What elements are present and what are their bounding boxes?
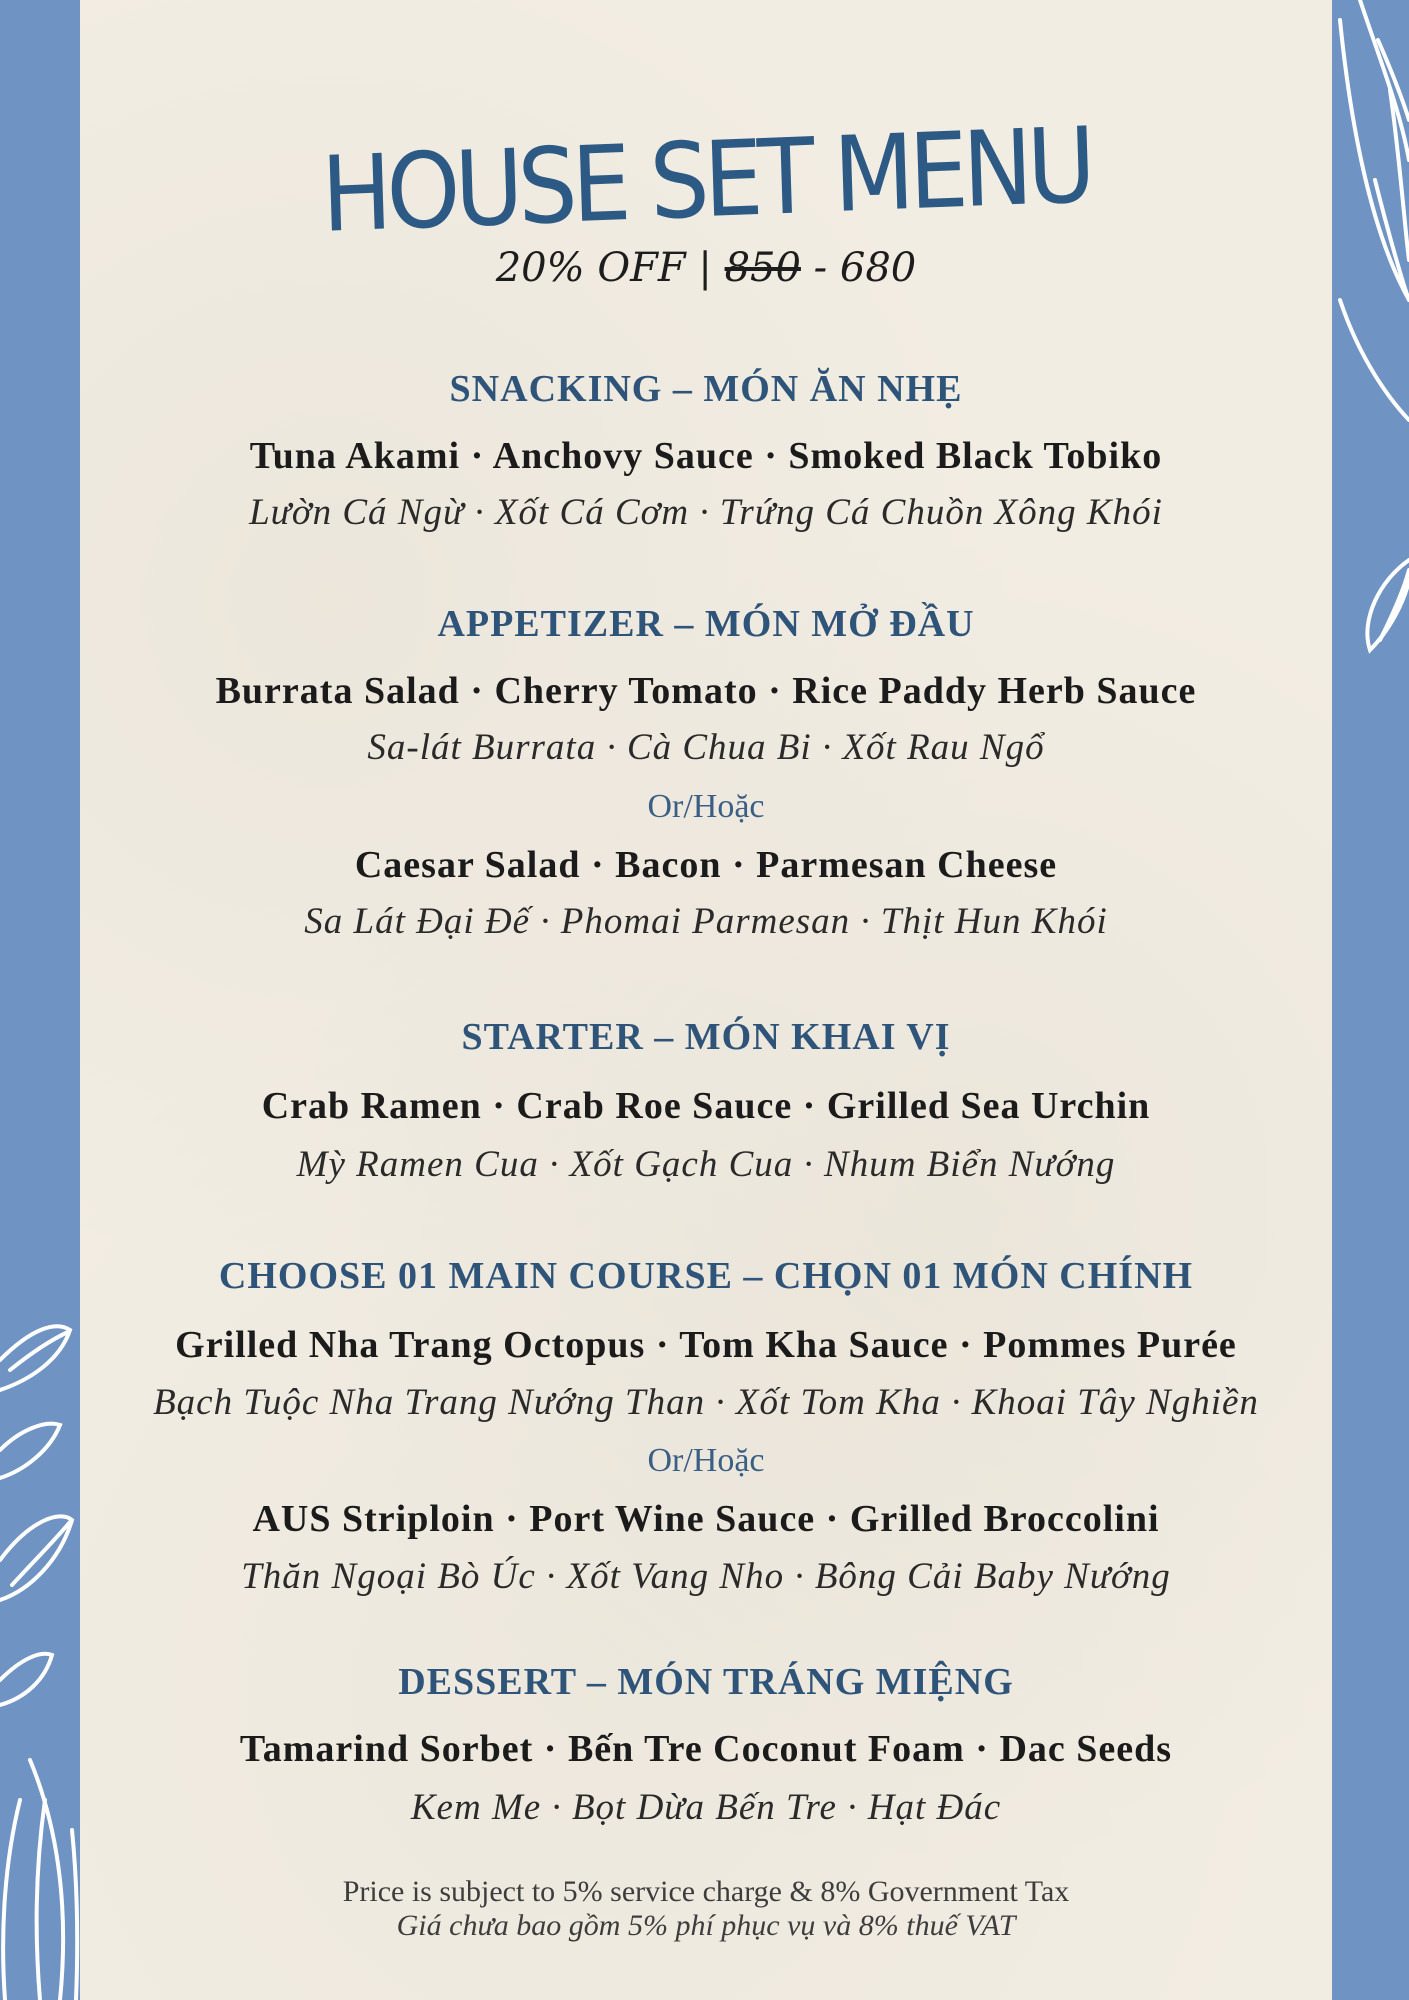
- dish-appetizer-2-vn: Sa Lát Đại Đế · Phomai Parmesan · Thịt Hun Khói: [304, 901, 1108, 942]
- section-heading-main-course: CHOOSE 01 MAIN COURSE – CHỌN 01 MÓN CHÍNH: [218, 1255, 1194, 1297]
- tax-note-en: Price is subject to 5% service charge & 8% Government Tax: [342, 1875, 1070, 1908]
- price-line: [80, 245, 1332, 291]
- tax-note-vn: Giá chưa bao gồm 5% phí phục vụ và 8% thuế VAT: [396, 1909, 1016, 1942]
- original-price: 850: [724, 245, 801, 291]
- section-heading-starter: STARTER – MÓN KHAI VỊ: [461, 1016, 951, 1058]
- dish-snacking-en: Tuna Akami · Anchovy Sauce · Smoked Black Tobiko: [249, 435, 1163, 477]
- dish-starter-en: Crab Ramen · Crab Roe Sauce · Grilled Sea Urchin: [261, 1085, 1151, 1127]
- or-divider-appetizer: Or/Hoặc: [647, 788, 765, 825]
- section-heading-snacking: SNACKING – MÓN ĂN NHẸ: [449, 368, 963, 410]
- dish-main-2-vn: Thăn Ngoại Bò Úc · Xốt Vang Nho · Bông Cải Baby Nướng: [241, 1556, 1171, 1597]
- final-price: 680: [839, 245, 917, 291]
- dish-dessert-en: Tamarind Sorbet · Bến Tre Coconut Foam · Dac Seeds: [239, 1728, 1173, 1770]
- menu-paper: [80, 0, 1332, 2000]
- dish-snacking-vn: Lườn Cá Ngừ · Xốt Cá Cơm · Trứng Cá Chuồn Xông Khói: [249, 492, 1163, 533]
- dish-dessert-vn: Kem Me · Bọt Dừa Bến Tre · Hạt Đác: [410, 1787, 1002, 1828]
- price-dash: -: [813, 245, 828, 291]
- price-separator: |: [698, 245, 712, 291]
- section-heading-appetizer: APPETIZER – MÓN MỞ ĐẦU: [437, 603, 975, 645]
- dish-main-2-en: AUS Striploin · Port Wine Sauce · Grilled Broccolini: [252, 1498, 1160, 1540]
- dish-appetizer-1-en: Burrata Salad · Cherry Tomato · Rice Paddy Herb Sauce: [215, 670, 1197, 712]
- dish-main-1-vn: Bạch Tuộc Nha Trang Nướng Than · Xốt Tom Kha · Khoai Tây Nghiền: [153, 1382, 1259, 1423]
- section-heading-dessert: DESSERT – MÓN TRÁNG MIỆNG: [398, 1661, 1014, 1703]
- or-divider-main: Or/Hoặc: [647, 1442, 765, 1479]
- dish-starter-vn: Mỳ Ramen Cua · Xốt Gạch Cua · Nhum Biển Nướng: [296, 1144, 1116, 1185]
- discount-label: 20% OFF: [495, 245, 686, 291]
- dish-appetizer-1-vn: Sa-lát Burrata · Cà Chua Bi · Xốt Rau Ngổ: [367, 727, 1045, 768]
- dish-appetizer-2-en: Caesar Salad · Bacon · Parmesan Cheese: [354, 844, 1058, 886]
- menu-title: HOUSE SET MENU: [319, 104, 1093, 256]
- dish-main-1-en: Grilled Nha Trang Octopus · Tom Kha Sauce · Pommes Purée: [175, 1324, 1237, 1366]
